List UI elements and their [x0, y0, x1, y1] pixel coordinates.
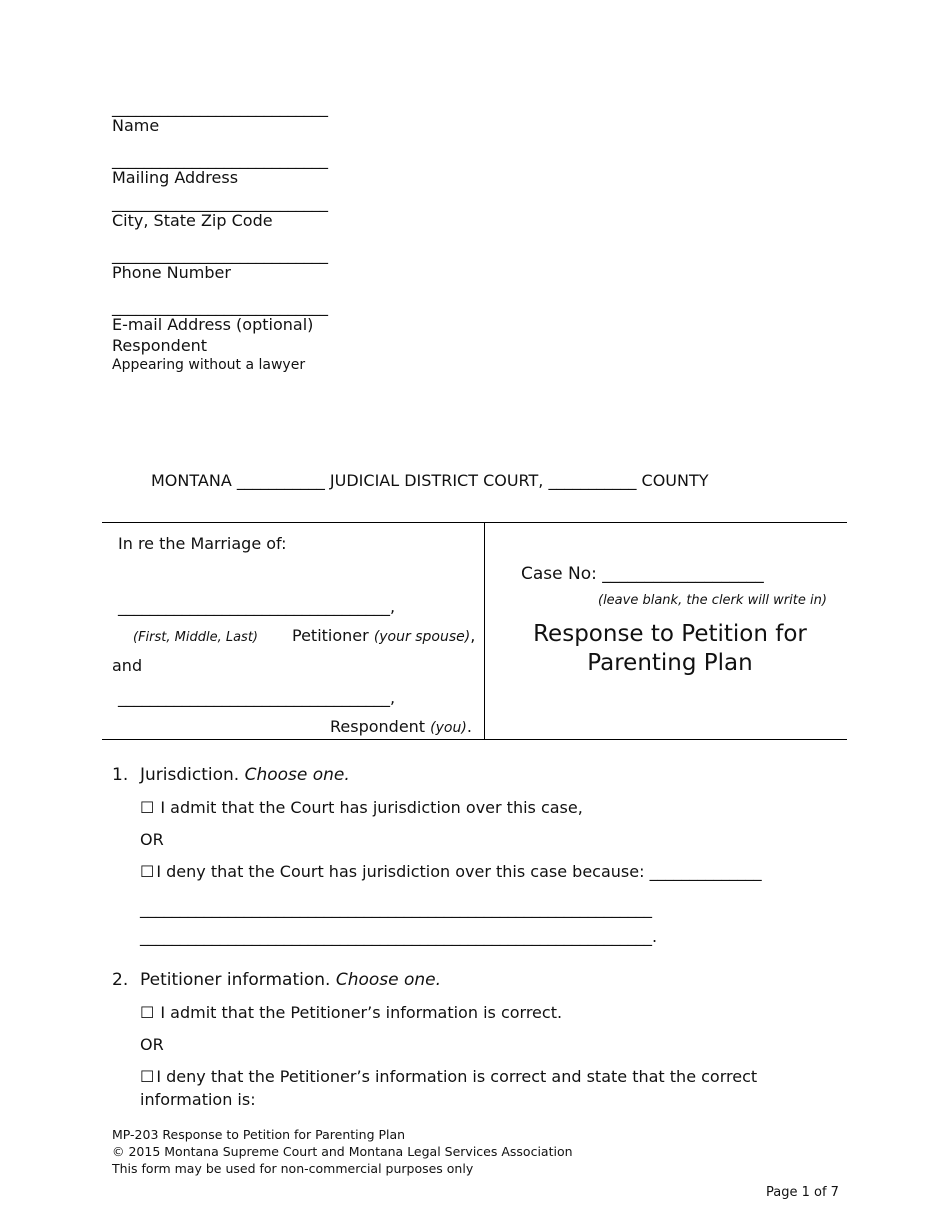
jurisdiction-reason-line-1[interactable]: ________________________________________________________________	[140, 899, 652, 918]
page-number: Page 1 of 7	[766, 1185, 839, 1200]
section-1-heading	[140, 765, 350, 785]
jurisdiction-admit-checkbox[interactable]: ☐	[140, 798, 155, 817]
petitioner-admit-text: I admit that the Petitioner’s information is correct.	[160, 1003, 563, 1022]
name-blank-line[interactable]: ___________________________	[112, 98, 328, 117]
respondent-hint: (you)	[430, 720, 467, 736]
jurisdiction-admit-option[interactable]	[140, 798, 583, 817]
document-title: Response to Petition for Parenting Plan	[533, 621, 807, 676]
court-heading: MONTANA ___________ JUDICIAL DISTRICT COURT, ___________ COUNTY	[151, 471, 709, 490]
jurisdiction-admit-text: I admit that the Court has jurisdiction over this case,	[160, 798, 583, 817]
petitioner-deny-checkbox[interactable]: ☐	[140, 1067, 155, 1086]
petitioner-hint: (your spouse)	[373, 629, 471, 645]
city-state-zip-label: City, State Zip Code	[112, 211, 273, 230]
petitioner-word: Petitioner	[292, 626, 369, 645]
petitioner-caption-row	[133, 626, 258, 645]
section-1-or: OR	[140, 830, 164, 849]
jurisdiction-deny-text: I deny that the Court has jurisdiction over this case because: ______________	[156, 862, 762, 881]
petitioner-admit-option[interactable]	[140, 1003, 562, 1022]
respondent-word: Respondent	[330, 717, 426, 736]
respondent-period: .	[466, 717, 472, 736]
petitioner-name-line[interactable]: __________________________________,	[118, 597, 396, 616]
respondent-designation	[330, 717, 472, 736]
section-2-choose: Choose one.	[335, 970, 442, 990]
section-2-number: 2.	[112, 970, 129, 990]
city-blank-line[interactable]: ___________________________	[112, 193, 328, 212]
footer-copyright: © 2015 Montana Supreme Court and Montana Legal Services Association	[112, 1144, 573, 1159]
phone-label: Phone Number	[112, 263, 231, 282]
jurisdiction-deny-option[interactable]	[140, 862, 762, 881]
appearing-note: Appearing without a lawyer	[112, 357, 306, 373]
section-1-number: 1.	[112, 765, 129, 785]
and-label: and	[112, 656, 143, 675]
name-format-hint: (First, Middle, Last)	[133, 630, 258, 645]
caption-top-rule	[102, 522, 847, 523]
mailing-address-label: Mailing Address	[112, 168, 239, 187]
petitioner-deny-continuation: information is:	[140, 1090, 256, 1109]
in-re-label: In re the Marriage of:	[118, 534, 287, 553]
petitioner-deny-option[interactable]	[140, 1067, 757, 1086]
section-2-title: Petitioner information.	[140, 970, 331, 990]
section-2-heading	[140, 970, 441, 990]
petitioner-comma: ,	[470, 626, 476, 645]
name-label: Name	[112, 116, 160, 135]
section-1-choose: Choose one.	[244, 765, 350, 785]
respondent-role: Respondent	[112, 336, 208, 355]
email-blank-line[interactable]: ___________________________	[112, 297, 328, 316]
caption-divider	[484, 522, 485, 740]
petitioner-admit-checkbox[interactable]: ☐	[140, 1003, 155, 1022]
jurisdiction-deny-checkbox[interactable]: ☐	[140, 862, 155, 881]
respondent-name-line[interactable]: __________________________________,	[118, 688, 396, 707]
footer-usage: This form may be used for non-commercial purposes only	[112, 1161, 474, 1176]
petitioner-deny-text: I deny that the Petitioner’s information is correct and state that the correct	[156, 1067, 758, 1086]
section-2-or: OR	[140, 1035, 164, 1054]
footer-form-id: MP-203 Response to Petition for Parenting Plan	[112, 1127, 406, 1142]
petitioner-designation	[292, 626, 475, 645]
caption-bottom-rule	[102, 739, 847, 740]
email-label: E-mail Address (optional)	[112, 315, 314, 334]
mailing-blank-line[interactable]: ___________________________	[112, 150, 328, 169]
section-1-title: Jurisdiction.	[140, 765, 240, 785]
case-number-field[interactable]: Case No: ___________________	[521, 564, 764, 584]
phone-blank-line[interactable]: ___________________________	[112, 245, 328, 264]
case-number-hint: (leave blank, the clerk will write in)	[598, 593, 827, 608]
jurisdiction-reason-line-2[interactable]: ________________________________________________________________.	[140, 927, 658, 946]
